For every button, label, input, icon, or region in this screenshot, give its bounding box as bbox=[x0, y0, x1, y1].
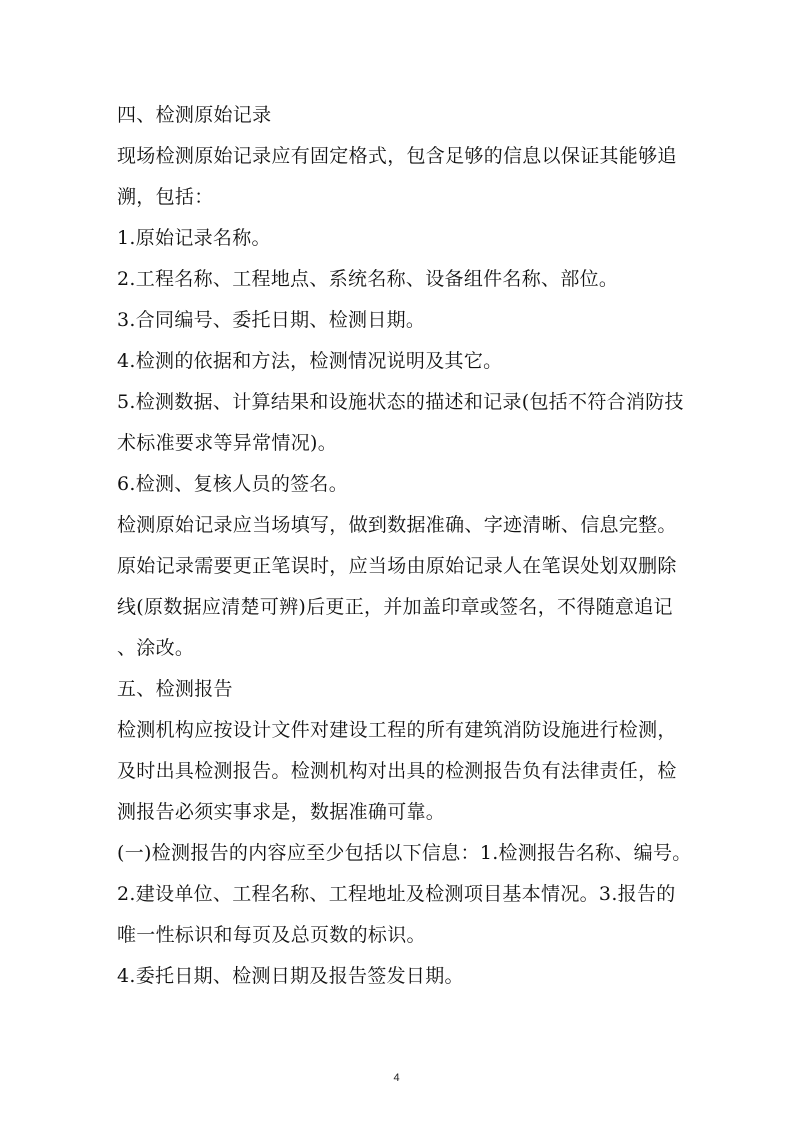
section-heading-test-report: 五、检测报告 bbox=[117, 678, 233, 700]
paragraph-line: 溯，包括： bbox=[117, 186, 214, 208]
paragraph-line: 线(原数据应清楚可辨)后更正，并加盖印章或签名，不得随意追记 bbox=[117, 596, 673, 618]
paragraph-line: 4.委托日期、检测日期及报告签发日期。 bbox=[117, 965, 464, 987]
list-item: 4.检测的依据和方法，检测情况说明及其它。 bbox=[117, 350, 503, 372]
page-number: 4 bbox=[393, 1072, 400, 1084]
document-body bbox=[117, 99, 692, 1001]
paragraph-line: 2.建设单位、工程名称、工程地址及检测项目基本情况。3.报告的 bbox=[117, 883, 676, 905]
list-item: 6.检测、复核人员的签名。 bbox=[117, 473, 349, 495]
paragraph-line: 及时出具检测报告。检测机构对出具的检测报告负有法律责任，检 bbox=[117, 760, 677, 782]
paragraph-line: 、涂改。 bbox=[117, 637, 195, 659]
paragraph-line: (一)检测报告的内容应至少包括以下信息：1.检测报告名称、编号。 bbox=[117, 842, 692, 864]
paragraph-line: 原始记录需要更正笔误时，应当场由原始记录人在笔误处划双删除 bbox=[117, 555, 677, 577]
list-item: 3.合同编号、委托日期、检测日期。 bbox=[117, 309, 426, 331]
list-item: 5.检测数据、计算结果和设施状态的描述和记录(包括不符合消防技 bbox=[117, 391, 684, 413]
list-item-continuation: 术标准要求等异常情况)。 bbox=[117, 432, 338, 454]
paragraph-line: 检测原始记录应当场填写，做到数据准确、字迹清晰、信息完整。 bbox=[117, 514, 677, 536]
paragraph-line: 测报告必须实事求是，数据准确可靠。 bbox=[117, 801, 446, 823]
list-item: 1.原始记录名称。 bbox=[117, 227, 271, 249]
paragraph-line: 唯一性标识和每页及总页数的标识。 bbox=[117, 924, 426, 946]
list-item: 2.工程名称、工程地点、系统名称、设备组件名称、部位。 bbox=[117, 268, 619, 290]
section-heading-raw-records: 四、检测原始记录 bbox=[117, 104, 272, 126]
paragraph-line: 检测机构应按设计文件对建设工程的所有建筑消防设施进行检测， bbox=[117, 719, 677, 741]
paragraph-line: 现场检测原始记录应有固定格式，包含足够的信息以保证其能够追 bbox=[117, 145, 677, 167]
